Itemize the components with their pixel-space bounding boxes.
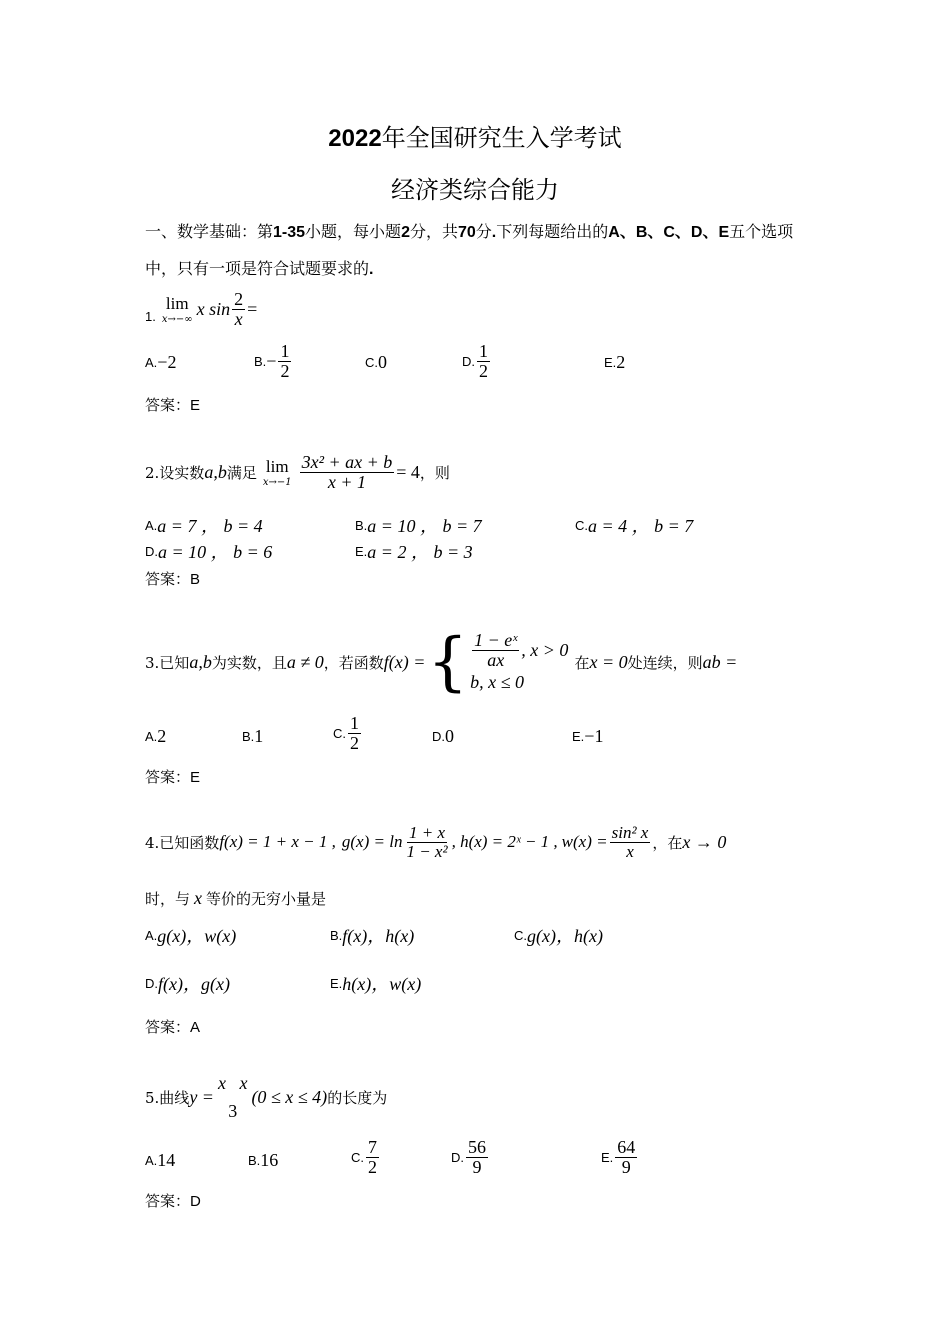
q3-option-a[interactable]: A. 2 <box>145 726 167 746</box>
question-2-stem: 2.设实数 a,b 满足 lim x→−1 $\frac{\text{3x² + ax + b}}{x + 1}$ = 4 ，则 <box>145 452 450 492</box>
question-4-stem: 4.已知函数 f(x) = 1 + x − 1 , g(x) = ln $\frac{1 + x}{\text{1 − x²}}$ , h(x) = 2ˣ − 1 , w(x) = $\frac{\text{sin² x}}{x}$ ，在 x → 0 <box>145 823 727 861</box>
exam-title: 2022年全国研究生入学考试 <box>328 124 622 152</box>
q3-option-c[interactable]: C. $\frac{1}{2}$ <box>333 713 359 753</box>
section-instructions: 一、数学基础：第1-35小题，每小题2分，共70分.下列每题给出的A、B、C、D、E五个选项中，只有一项是符合试题要求的. <box>145 222 794 278</box>
q3-option-b[interactable]: B. 1 <box>242 726 264 746</box>
question-4-stem-line2: 时，与 x 等价的无穷小量是 <box>145 888 327 908</box>
q4-option-b[interactable]: B. f(x)，h(x) <box>330 926 415 946</box>
q4-option-e[interactable]: E. h(x)，w(x) <box>330 974 422 994</box>
question-1-stem: 1. lim x→−∞ x sin $\frac{2}{x}$ = <box>145 289 258 329</box>
q2-answer: 答案：B <box>145 571 201 588</box>
question-3-stem: 3.已知 a,b 为实数，且 a ≠ 0 ，若函数 f(x) = { $\frac{\text{1 − eˣ}}{ax}$ , x > 0 b, x ≤ 0 在 x = 0 处连续，则 ab = <box>145 625 738 699</box>
q4-answer: 答案：A <box>145 1019 201 1036</box>
q1-option-d[interactable]: D. $\frac{1}{2}$ <box>462 341 488 381</box>
exam-subtitle: 经济类综合能力 <box>391 176 559 204</box>
q5-option-e[interactable]: E. $\frac{64}{9}$ <box>601 1137 636 1177</box>
q2-option-c[interactable]: C. a = 4 ， b = 7 <box>575 516 694 536</box>
q5-option-d[interactable]: D. $\frac{56}{9}$ <box>451 1137 486 1177</box>
question-5-stem: 5.曲线 y = x x 3 (0 ≤ x ≤ 4) 的长度为 <box>145 1073 388 1121</box>
q5-option-c[interactable]: C. $\frac{7}{2}$ <box>351 1137 377 1177</box>
q1-option-c[interactable]: C. 0 <box>365 352 387 372</box>
q4-option-c[interactable]: C. g(x)，h(x) <box>514 926 603 946</box>
q1-option-b[interactable]: B. − $\frac{1}{2}$ <box>254 341 290 381</box>
q5-option-b[interactable]: B. 16 <box>248 1150 279 1170</box>
q5-option-a[interactable]: A. 14 <box>145 1150 176 1170</box>
q2-option-e[interactable]: E. a = 2 ， b = 3 <box>355 542 473 562</box>
q1-answer: 答案：E <box>145 397 201 414</box>
q2-option-d[interactable]: D. a = 10 ， b = 6 <box>145 542 273 562</box>
q5-answer: 答案：D <box>145 1193 201 1210</box>
q2-option-a[interactable]: A. a = 7 ， b = 4 <box>145 516 263 536</box>
q1-option-a[interactable]: A. −2 <box>145 352 177 372</box>
q2-option-b[interactable]: B. a = 10 ， b = 7 <box>355 516 482 536</box>
q3-answer: 答案：E <box>145 769 201 786</box>
q1-option-e[interactable]: E. 2 <box>604 352 626 372</box>
q4-option-d[interactable]: D. f(x)，g(x) <box>145 974 230 994</box>
q3-option-e[interactable]: E. −1 <box>572 726 604 746</box>
q3-option-d[interactable]: D. 0 <box>432 726 454 746</box>
q4-option-a[interactable]: A. g(x)，w(x) <box>145 926 237 946</box>
